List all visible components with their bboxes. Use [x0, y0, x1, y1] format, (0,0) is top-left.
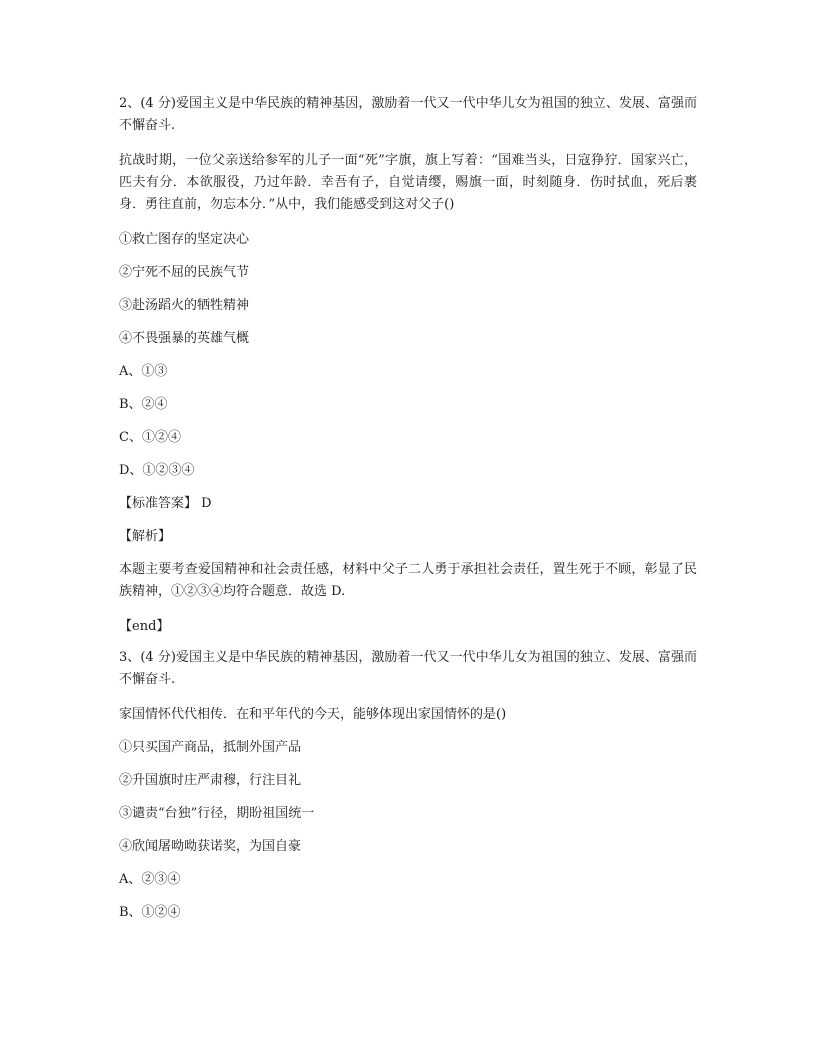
question-2-end-marker: 【end】 — [119, 619, 170, 634]
question-2-option-b: B、②④ — [119, 397, 168, 412]
question-3-item-4: ④欣闻屠呦呦获诺奖，为国自豪 — [119, 839, 302, 854]
question-2-analysis-label: 【解析】 — [119, 529, 172, 544]
question-3-material: 家国情怀代代相传．在和平年代的今天，能够体现出家国情怀的是() — [119, 707, 507, 722]
question-3-item-3: ③谴责“台独”行径，期盼祖国统一 — [119, 806, 315, 821]
question-2-stem: 2、(4 分)爱国主义是中华民族的精神基因，激励着一代又一代中华儿女为祖国的独立、发展、富强而不懈奋斗. — [119, 96, 697, 133]
question-2-item-3: ③赴汤蹈火的牺牲精神 — [119, 298, 250, 313]
question-2-item-1: ①救亡图存的坚定决心 — [119, 232, 250, 247]
document-content — [119, 93, 697, 935]
question-3-option-b: B、①②④ — [119, 905, 181, 920]
question-2-option-a: A、①③ — [119, 364, 168, 379]
question-3-stem: 3、(4 分)爱国主义是中华民族的精神基因，激励着一代又一代中华儿女为祖国的独立、发展、富强而不懈奋斗. — [119, 650, 697, 687]
question-2-item-4: ④不畏强暴的英雄气概 — [119, 331, 250, 346]
question-3-item-2: ②升国旗时庄严肃穆，行注目礼 — [119, 773, 302, 788]
question-2-material: 抗战时期，一位父亲送给参军的儿子一面“死”字旗，旗上写着：“国难当头，日寇狰狞．国家兴亡，匹夫有分．本欲服役，乃过年龄．幸吾有子，自觉请缨，赐旗一面，时刻随身．伤时拭血，死后裹身．勇往直前，勿忘本分．”从中，我们能感受到这对父子() — [119, 153, 697, 212]
question-2-answer: 【标准答案】 D — [119, 496, 212, 511]
question-2-option-d: D、①②③④ — [119, 463, 195, 478]
question-2-analysis: 本题主要考查爱国精神和社会责任感，材料中父子二人勇于承担社会责任，置生死于不顾，彰显了民族精神，①②③④均符合题意．故选 D. — [119, 562, 697, 599]
question-2-option-c: C、①②④ — [119, 430, 181, 445]
question-2-item-2: ②宁死不屈的民族气节 — [119, 265, 250, 280]
question-3-item-1: ①只买国产商品，抵制外国产品 — [119, 740, 302, 755]
question-3-option-a: A、②③④ — [119, 872, 181, 887]
